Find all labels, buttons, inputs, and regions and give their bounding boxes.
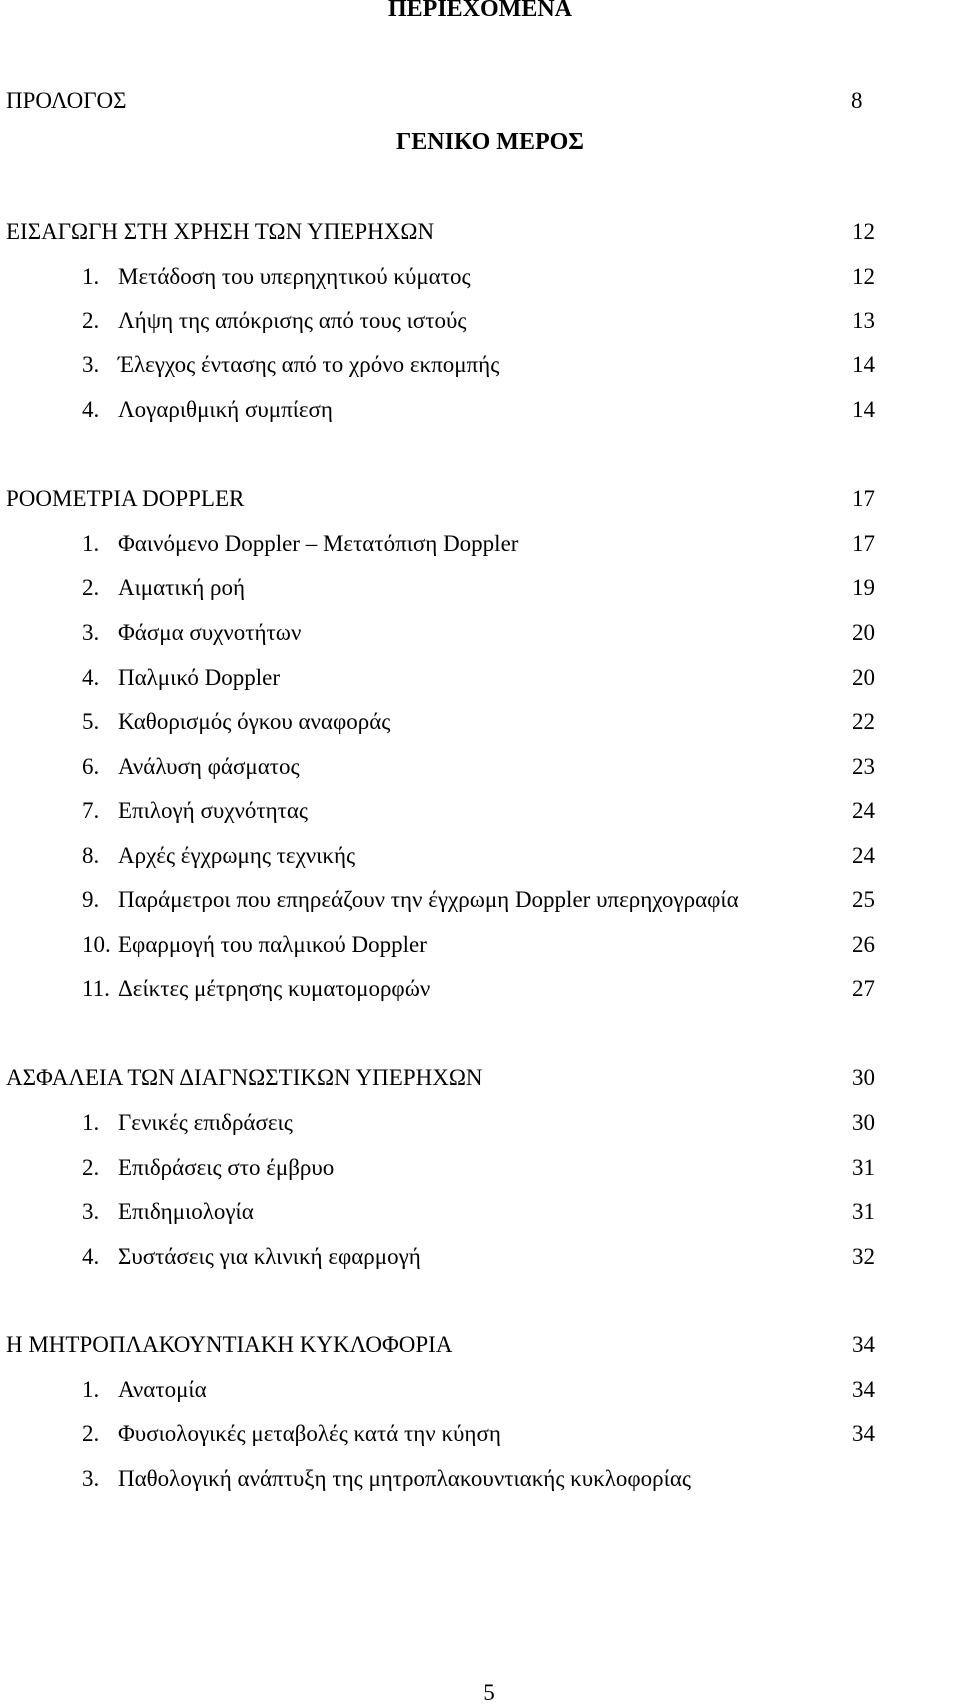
entry-page: 34 (852, 1377, 875, 1402)
entry-page: 34 (852, 1421, 875, 1446)
entry-page: 31 (852, 1199, 875, 1224)
entry-number: 1. (82, 1377, 100, 1402)
entry-number: 3. (82, 620, 100, 645)
entry-page: 32 (852, 1244, 875, 1269)
section-title: ΕΙΣΑΓΩΓΗ ΣΤΗ ΧΡΗΣΗ ΤΩΝ ΥΠΕΡΗΧΩΝ (6, 219, 435, 244)
entry-number: 4. (82, 1244, 100, 1269)
entry-number: 1. (82, 264, 100, 289)
entry-text: Ανατομία (118, 1377, 207, 1402)
entry-number: 4. (82, 397, 100, 422)
entry-number: 6. (82, 754, 100, 779)
entry-text: Καθορισμός όγκου αναφοράς (118, 709, 391, 734)
entry-text: Εφαρμογή του παλμικού Doppler (118, 932, 427, 957)
general-part-heading: ΓΕΝΙΚΟ ΜΕΡΟΣ (396, 129, 584, 155)
entry-page: 20 (852, 620, 875, 645)
entry-page: 20 (852, 665, 875, 690)
entry-number: 7. (82, 798, 100, 823)
entry-text: Ανάλυση φάσματος (118, 754, 300, 779)
entry-number: 2. (82, 575, 100, 600)
entry-page: 17 (852, 531, 875, 556)
entry-number: 8. (82, 843, 100, 868)
entry-text: Έλεγχος έντασης από το χρόνο εκπομπής (118, 352, 500, 377)
entry-page: 27 (852, 976, 875, 1001)
entry-text: Φυσιολογικές μεταβολές κατά την κύηση (118, 1421, 501, 1446)
entry-text: Μετάδοση του υπερηχητικού κύματος (118, 264, 471, 289)
entry-page: 13 (852, 308, 875, 333)
entry-number: 2. (82, 1421, 100, 1446)
entry-number: 11. (82, 976, 110, 1001)
entry-text: Συστάσεις για κλινική εφαρμογή (118, 1244, 421, 1269)
entry-text: Επιδημιολογία (118, 1199, 254, 1224)
entry-label: ΠΡΟΛΟΓΟΣ (6, 88, 127, 113)
section-page: 17 (852, 486, 875, 511)
section-title: ΡΟΟΜΕΤΡΙΑ DOPPLER (6, 486, 245, 511)
entry-page: 25 (852, 887, 875, 912)
section-page: 12 (852, 219, 875, 244)
section-page: 34 (852, 1332, 875, 1357)
entry-text: Επιλογή συχνότητας (118, 798, 309, 823)
entry-text: Φαινόμενο Doppler – Μετατόπιση Doppler (118, 531, 519, 556)
entry-page: 24 (852, 843, 875, 868)
entry-number: 1. (82, 1110, 100, 1135)
entry-number: 2. (82, 1155, 100, 1180)
entry-number: 10. (82, 932, 111, 957)
entry-number: 9. (82, 887, 100, 912)
section-page: 30 (852, 1065, 875, 1090)
page-number: 5 (483, 1680, 495, 1705)
entry-page: 24 (852, 798, 875, 823)
entry-number: 2. (82, 308, 100, 333)
entry-text: Παθολογική ανάπτυξη της μητροπλακουντιακής κυκλοφορίας (118, 1466, 691, 1491)
entry-text: Παράμετροι που επηρεάζουν την έγχρωμη Doppler υπερηχογραφία (118, 887, 739, 912)
entry-number: 3. (82, 1199, 100, 1224)
entry-page: 8 (851, 88, 863, 113)
section-title: Η ΜΗΤΡΟΠΛΑΚΟΥΝΤΙΑΚΗ ΚΥΚΛΟΦΟΡΙΑ (6, 1332, 453, 1357)
entry-text: Λήψη της απόκρισης από τους ιστούς (118, 308, 467, 333)
entry-number: 4. (82, 665, 100, 690)
entry-page: 22 (852, 709, 875, 734)
entry-text: Φάσμα συχνοτήτων (118, 620, 302, 645)
entry-text: Αρχές έγχρωμης τεχνικής (118, 843, 356, 868)
entry-text: Επιδράσεις στο έμβρυο (118, 1155, 335, 1180)
entry-page: 31 (852, 1155, 875, 1180)
entry-number: 3. (82, 352, 100, 377)
entry-text: Παλμικό Doppler (118, 665, 281, 690)
section-title: ΑΣΦΑΛΕΙΑ ΤΩΝ ΔΙΑΓΝΩΣΤΙΚΩΝ ΥΠΕΡΗΧΩΝ (6, 1065, 483, 1090)
entry-page: 26 (852, 932, 875, 957)
entry-page: 23 (852, 754, 875, 779)
entry-text: Λογαριθμική συμπίεση (118, 397, 333, 422)
entry-number: 5. (82, 709, 100, 734)
entry-page: 12 (852, 264, 875, 289)
entry-page: 30 (852, 1110, 875, 1135)
entry-number: 1. (82, 531, 100, 556)
entry-page: 14 (852, 352, 875, 377)
entry-page: 19 (852, 575, 875, 600)
entry-text: Αιματική ροή (118, 575, 245, 600)
entry-number: 3. (82, 1466, 100, 1491)
entry-page: 14 (852, 397, 875, 422)
entry-text: Γενικές επιδράσεις (118, 1110, 293, 1135)
entry-text: Δείκτες μέτρησης κυματομορφών (118, 976, 431, 1001)
page-title: ΠΕΡΙΕΧΟΜΕΝΑ (387, 0, 572, 22)
